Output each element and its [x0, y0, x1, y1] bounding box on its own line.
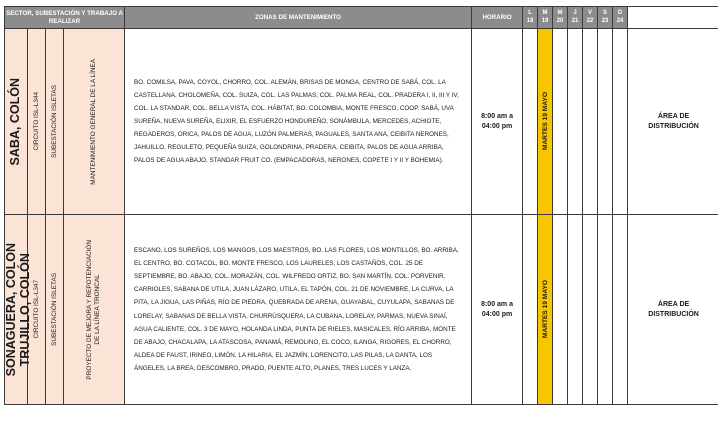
day-cell-sun: [613, 29, 628, 215]
horario-cell: 8:00 am a 04:00 pm: [472, 215, 523, 405]
day-cell-mon: [523, 215, 538, 405]
zonas-cell: BO. COMILSA, PAVA, COYOL, CHORRO, COL. ALEMÁN, BRISAS DE MONGA, CENTRO DE SABÁ, COL. LA CASTELLANA, CHOLOMEÑA, COL. SUIZA, COL. LAS PALMAS, COL. PALMA REAL, COL. PRADERA I, II, III Y IV, COL. LA STANDAR, COL. BELLA VISTA, COL. HÁBITAT, BO. COLOMBIA, MONTE FRESCO, COOP. SABÁ, UVA SUREÑA, NUEVA SUREÑA, ELIXIR, EL ESFUERZO HONDUREÑO, SONÁMBULA, MERCEDES, ACHIOTE, REGADEROS, ORICA, PALOS DE AGUA, LUZÓN PALMERAS, PAGUALES, SANTA ANA, CEIBITA NERONES, JAHUILLO, REGULETO, PEQUEÑA SUIZA, GOLONDRINA, PRADERA, CEIBITA, PALOS DE AGUA ARRIBA, PALOS DE AGUA ABAJO, STANDAR FRUIT CO. (EMPACADORAS, NERONES, COPETE I Y II Y BOHEMIA).: [125, 29, 472, 215]
day-cell-wed: [553, 29, 568, 215]
header-day-thu: J 21: [568, 7, 583, 29]
day-cell-thu: [568, 29, 583, 215]
day-cell-tue-highlight: MARTES 19 MAYO: [538, 29, 553, 215]
day-cell-sat: [598, 215, 613, 405]
horario-cell: 8:00 am a 04:00 pm: [472, 29, 523, 215]
maintenance-schedule-table: [4, 6, 718, 405]
day-cell-wed: [553, 215, 568, 405]
day-cell-sun: [613, 215, 628, 405]
schedule-row: [5, 29, 718, 215]
subestacion-cell: SUBESTACIÓN ISLETAS: [46, 215, 64, 405]
trabajo-cell: MANTENIMIENTO GENERAL DE LA LÍNEA: [64, 29, 125, 215]
header-day-sat: S 23: [598, 7, 613, 29]
circuito-cell: CIRCUITO ISL-L344: [28, 29, 46, 215]
schedule-row: [5, 215, 718, 405]
header-sector: SECTOR, SUBESTACIÓN Y TRABAJO A REALIZAR: [5, 7, 125, 29]
header-day-sun: D 24: [613, 7, 628, 29]
header-horario: HORARIO: [472, 7, 523, 29]
day-cell-fri: [583, 29, 598, 215]
circuito-cell: CIRCUITO ISL-L347: [28, 215, 46, 405]
header-day-mon: L 18: [523, 7, 538, 29]
day-cell-thu: [568, 215, 583, 405]
header-day-fri: V 22: [583, 7, 598, 29]
header-area-blank: [628, 7, 718, 29]
area-cell: ÁREA DE DISTRIBUCIÓN: [628, 215, 718, 405]
day-cell-sat: [598, 29, 613, 215]
header-zonas: ZONAS DE MANTENIMIENTO: [125, 7, 472, 29]
header-row: [5, 7, 718, 29]
zonas-cell: ESCANO, LOS SUREÑOS, LOS MANGOS, LOS MAESTROS, BO. LAS FLORES, LOS MONTILLOS, BO. ARRIBA, EL CENTRO, BO. COTACOL, BO. MONTE FRESCO, LOS LAURELES, LOS CASTAÑOS, COL. 25 DE SEPTIEMBRE, BO. ABAJO, COL. MORAZÁN, COL. WILFREDO ORTIZ, BO. SAN MARTÍN, COL. PORVENIR, CARRIOLES, SABANA DE UTILA, JUAN LÁZARO, UTILA, EL TAPÓN, COL. 21 DE NOVIEMBRE, LA CURVA, LA PITA, LA JIGUA, LAS PIÑAS, RÍO DE PIEDRA, QUEBRADA DE ARENA, GUAYABAL, CUYULAPA, SABANAS DE LORELAY, SABANAS DE BELLA VISTA, CHURRÚSQUERA, LA CUBANA, LORELAY, PARMAS, NUEVA SINAÍ, AGUA CALIENTE, COL. 3 DE MAYO, HOLANDA LINDA, PUNTA DE RIELES, MASICALES, RÍO ARRIBA, MONTE DE ABAJO, CHACALAPA, LA ATASCOSA, PANAMÁ, REMOLINO, EL COCO, ILANGA, RIGORES, EL CHORRO, ALDEA DE FAUST, IRINEO, LIMÓN, LA HILARIA, EL JAZMÍN, LORENCITO, LAS PILAS, LA DANTA, LOS ÁNGELES, LA BREA, DESCOMBRO, PRADO, PUENTE ALTO, PLANES, TRES LUCES Y LANZA.: [125, 215, 472, 405]
header-day-wed: M 20: [553, 7, 568, 29]
municipio-cell: SONAGUERA, COLON TRUJILLO, COLÓN: [5, 215, 28, 405]
trabajo-cell: PROYECTO DE MEJORA Y REPOTENCIACIÓN DE LA LÍNEA TRONCAL: [64, 215, 125, 405]
area-cell: ÁREA DE DISTRIBUCIÓN: [628, 29, 718, 215]
municipio-cell: SABA, COLÓN: [5, 29, 28, 215]
day-cell-fri: [583, 215, 598, 405]
subestacion-cell: SUBESTACIÓN ISLETAS: [46, 29, 64, 215]
day-cell-mon: [523, 29, 538, 215]
day-cell-tue-highlight: MARTES 19 MAYO: [538, 215, 553, 405]
header-day-tue: M 19: [538, 7, 553, 29]
